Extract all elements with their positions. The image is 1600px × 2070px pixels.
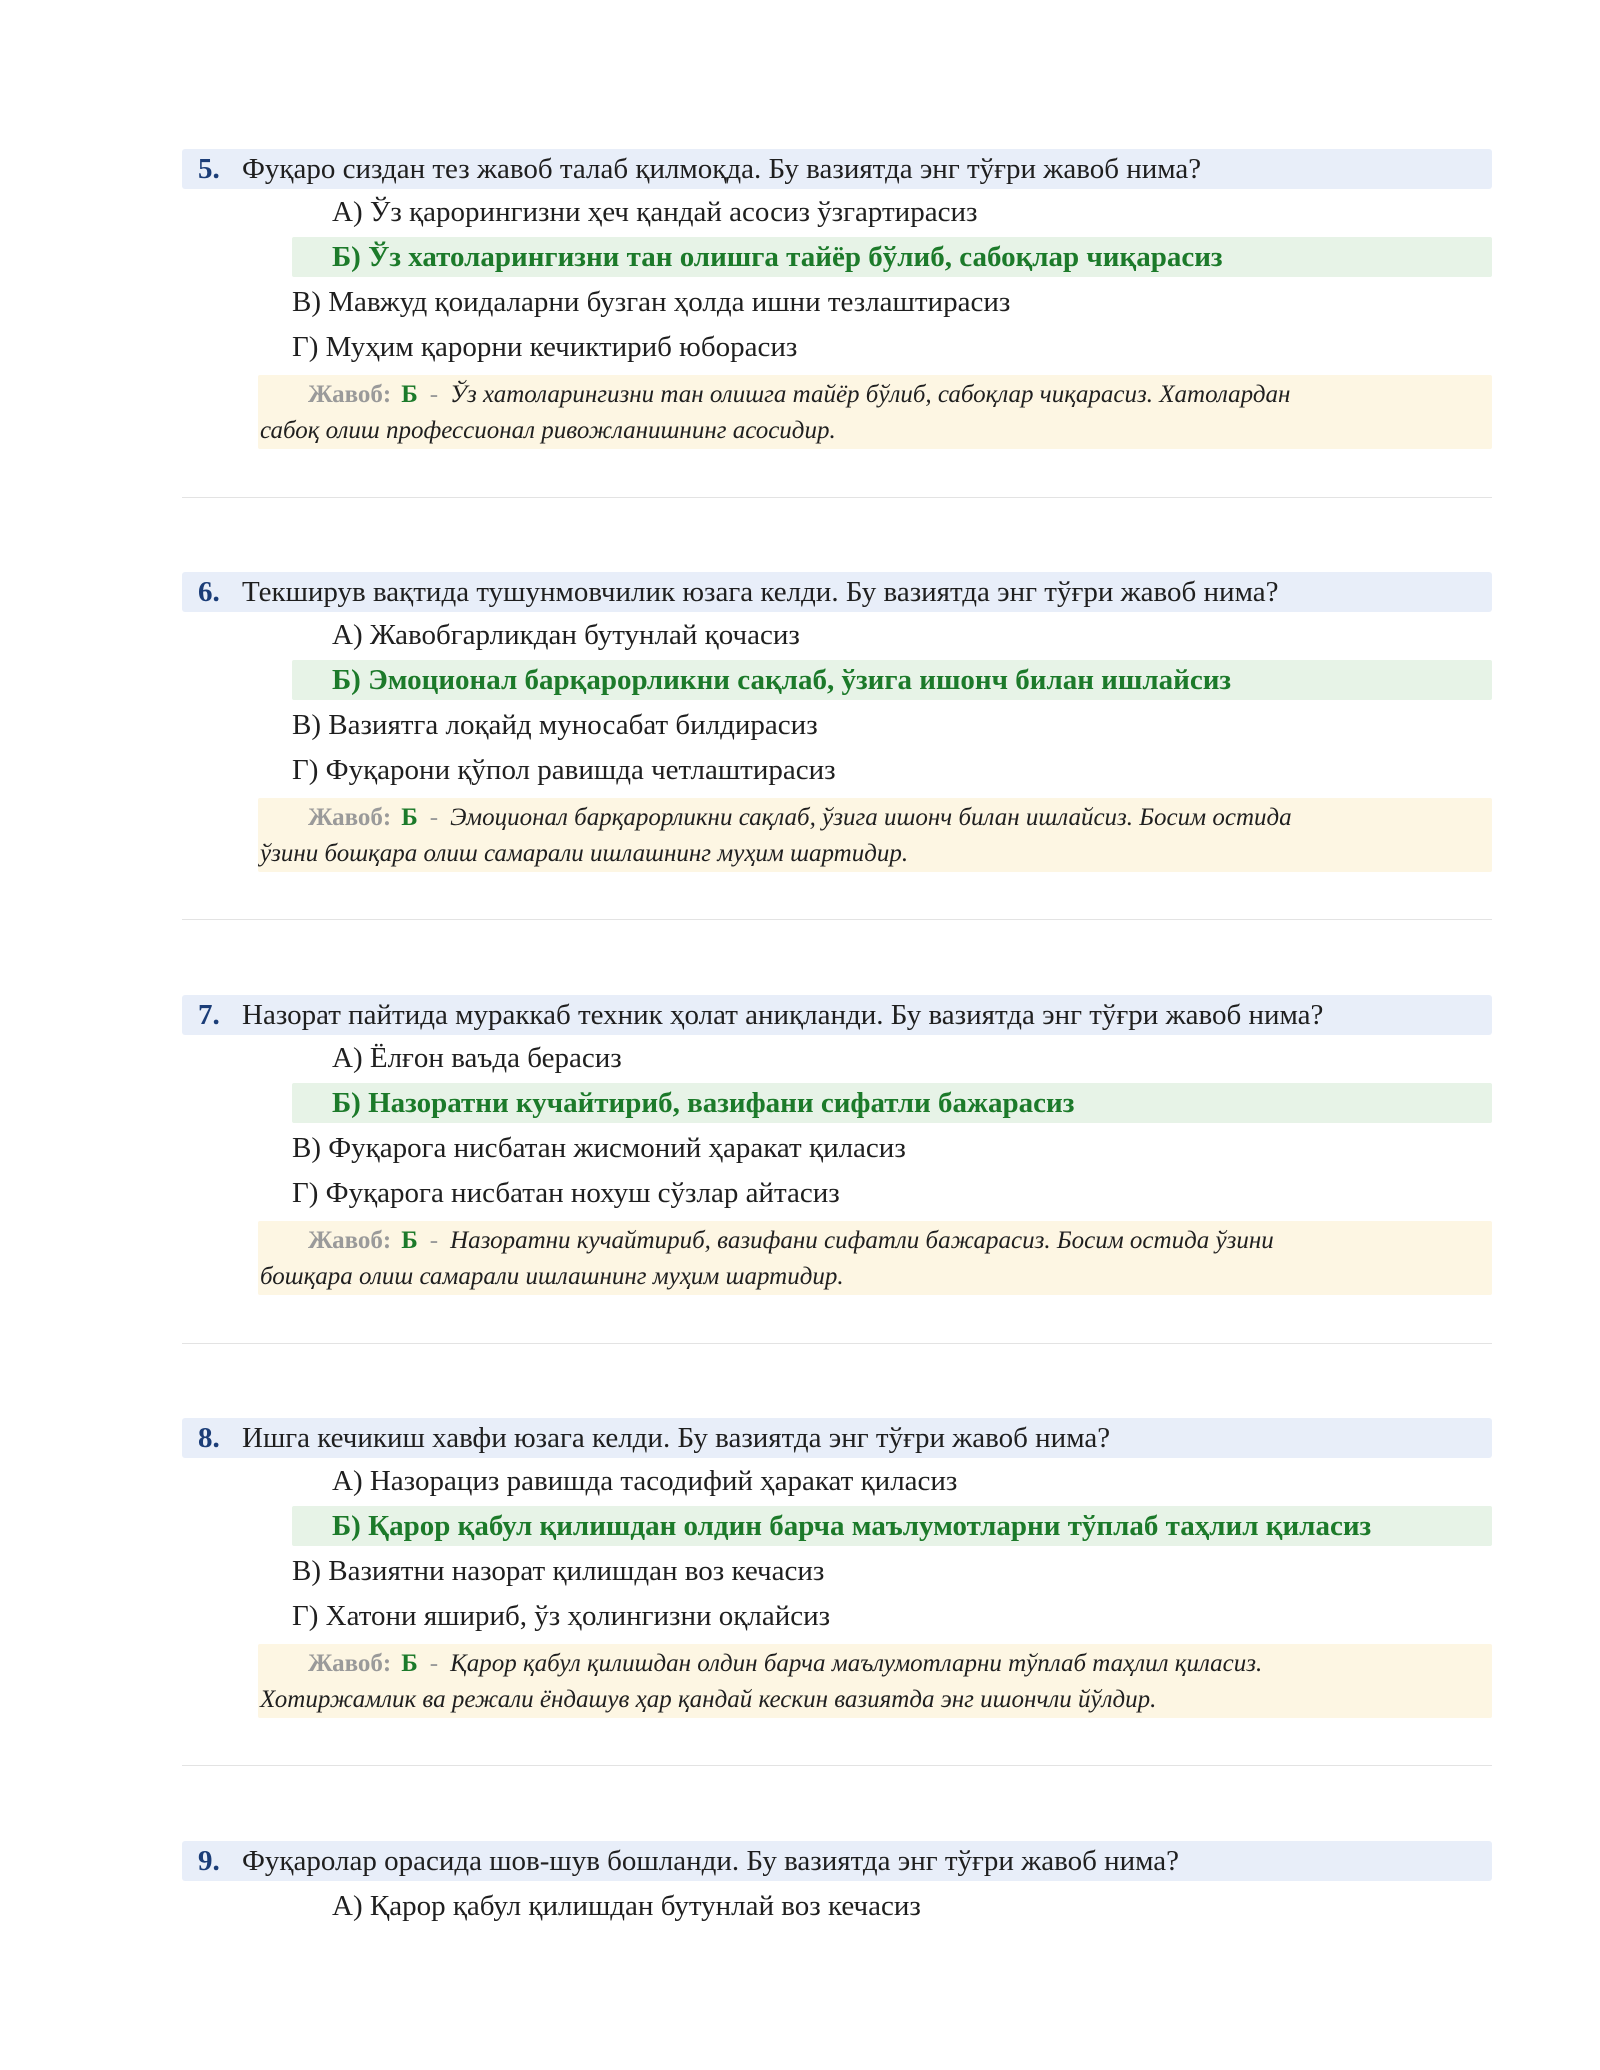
answer-explanation-line1: Назоратни кучайтириб, вазифани сифатли бажарасиз. Босим остида ўзини — [450, 1227, 1274, 1254]
answer-box — [258, 1644, 1492, 1718]
answer-letter: Б — [401, 1227, 418, 1254]
answer-explanation-line2: ўзини бошқара олиш самарали ишлашнинг муҳим шартидир. — [260, 840, 909, 867]
option-g: Г) Хатони яшириб, ўз ҳолингизни оқлайсиз — [292, 1600, 831, 1632]
answer-label: Жавоб: — [308, 804, 392, 831]
question-header — [182, 1418, 1492, 1458]
question-5 — [182, 149, 1492, 444]
answer-dash: - — [429, 804, 439, 831]
question-number: 6. — [198, 576, 220, 608]
answer-explanation-line1: Ўз хатоларингизни тан олишга тайёр бўлиб, сабоқлар чиқарасиз. Хатолардан — [450, 381, 1291, 408]
option-v: В) Вазиятга лоқайд муносабат билдирасиз — [292, 709, 818, 741]
question-header — [182, 1841, 1492, 1881]
section-divider — [182, 1343, 1492, 1344]
answer-label: Жавоб: — [308, 381, 392, 408]
option-g: Г) Фуқарога нисбатан нохуш сўзлар айтасиз — [292, 1177, 840, 1209]
answer-box — [258, 375, 1492, 449]
question-6 — [182, 572, 1492, 867]
question-header — [182, 572, 1492, 612]
section-divider — [182, 919, 1492, 920]
option-a: А) Назорациз равишда тасодифий ҳаракат қиласиз — [332, 1465, 958, 1497]
question-9 — [182, 1841, 1492, 1922]
option-g: Г) Муҳим қарорни кечиктириб юборасиз — [292, 331, 798, 363]
question-text: Текширув вақтида тушунмовчилик юзага келди. Бу вазиятда энг тўғри жавоб нима? — [242, 576, 1279, 608]
option-a: А) Жавобгарликдан бутунлай қочасиз — [332, 619, 800, 651]
option-v: В) Вазиятни назорат қилишдан воз кечасиз — [292, 1555, 825, 1587]
answer-box — [258, 798, 1492, 872]
option-b-correct: Б) Эмоционал барқарорликни сақлаб, ўзига ишонч билан ишлайсиз — [292, 660, 1492, 700]
answer-box — [258, 1221, 1492, 1295]
option-v: В) Мавжуд қоидаларни бузган ҳолда ишни тезлаштирасиз — [292, 286, 1011, 318]
question-header — [182, 995, 1492, 1035]
question-number: 7. — [198, 999, 220, 1031]
option-b-correct: Б) Қарор қабул қилишдан олдин барча маълумотларни тўплаб таҳлил қиласиз — [292, 1506, 1492, 1546]
option-b-correct: Б) Назоратни кучайтириб, вазифани сифатли бажарасиз — [292, 1083, 1492, 1123]
question-header — [182, 149, 1492, 189]
answer-explanation-line1: Қарор қабул қилишдан олдин барча маълумотларни тўплаб таҳлил қиласиз. — [450, 1650, 1263, 1677]
question-number: 9. — [198, 1845, 220, 1877]
question-8 — [182, 1418, 1492, 1713]
question-text: Назорат пайтида мураккаб техник ҳолат аниқланди. Бу вазиятда энг тўғри жавоб нима? — [242, 999, 1324, 1031]
option-a: А) Қарор қабул қилишдан бутунлай воз кечасиз — [332, 1890, 921, 1922]
option-v: В) Фуқарога нисбатан жисмоний ҳаракат қиласиз — [292, 1132, 906, 1164]
question-text: Фуқаролар орасида шов-шув бошланди. Бу вазиятда энг тўғри жавоб нима? — [242, 1845, 1180, 1877]
answer-explanation-line2: бошқара олиш самарали ишлашнинг муҳим шартидир. — [260, 1263, 844, 1290]
answer-dash: - — [429, 1650, 439, 1677]
answer-explanation-line1: Эмоционал барқарорликни сақлаб, ўзига ишонч билан ишлайсиз. Босим остида — [450, 804, 1292, 831]
answer-label: Жавоб: — [308, 1227, 392, 1254]
answer-explanation-line2: Хотиржамлик ва режали ёндашув ҳар қандай кескин вазиятда энг ишончли йўлдир. — [260, 1686, 1157, 1713]
question-7 — [182, 995, 1492, 1290]
answer-label: Жавоб: — [308, 1650, 392, 1677]
question-text: Ишга кечикиш хавфи юзага келди. Бу вазиятда энг тўғри жавоб нима? — [242, 1422, 1111, 1454]
question-text: Фуқаро сиздан тез жавоб талаб қилмоқда. Бу вазиятда энг тўғри жавоб нима? — [242, 153, 1202, 185]
option-a: А) Ўз қарорингизни ҳеч қандай асосиз ўзгартирасиз — [332, 196, 978, 228]
question-number: 8. — [198, 1422, 220, 1454]
answer-letter: Б — [401, 381, 418, 408]
option-g: Г) Фуқарони қўпол равишда четлаштирасиз — [292, 754, 836, 786]
option-b-correct: Б) Ўз хатоларингизни тан олишга тайёр бўлиб, сабоқлар чиқарасиз — [292, 237, 1492, 277]
question-number: 5. — [198, 153, 220, 185]
answer-explanation-line2: сабоқ олиш профессионал ривожланишнинг асосидир. — [260, 417, 836, 444]
section-divider — [182, 497, 1492, 498]
option-a: А) Ёлғон ваъда берасиз — [332, 1042, 622, 1074]
section-divider — [182, 1765, 1492, 1766]
answer-dash: - — [429, 381, 439, 408]
answer-letter: Б — [401, 804, 418, 831]
answer-dash: - — [429, 1227, 439, 1254]
answer-letter: Б — [401, 1650, 418, 1677]
